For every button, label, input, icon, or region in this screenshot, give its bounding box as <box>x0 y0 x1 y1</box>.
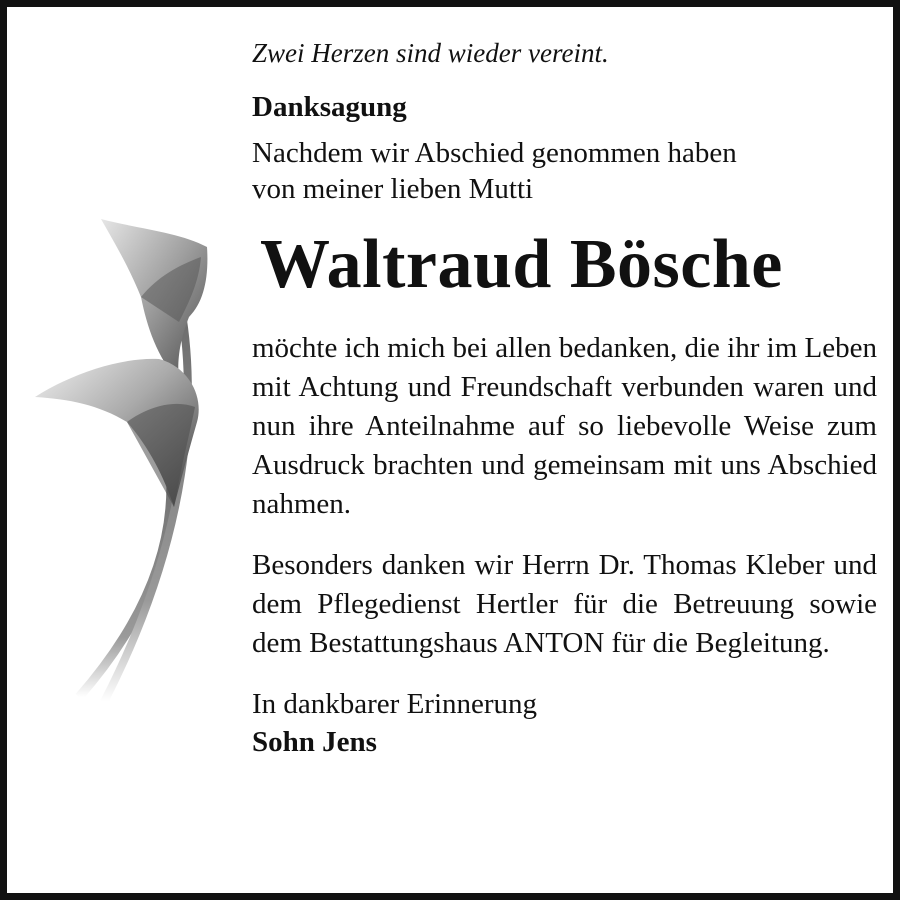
calla-lily-icon <box>29 207 219 707</box>
intro-line-2: von meiner lieben Mutti <box>252 173 534 205</box>
deceased-name: Waltraud Bösche <box>260 226 783 303</box>
intro-line-1: Nachdem wir Abschied genommen haben <box>252 137 737 169</box>
signature: Sohn Jens <box>252 726 377 758</box>
notice-text <box>252 35 877 761</box>
motto: Zwei Herzen sind wieder vereint. <box>252 38 609 68</box>
closing-line: In dankbarer Erinnerung <box>252 688 538 720</box>
intro-text <box>252 135 877 207</box>
special-thanks-paragraph: Besonders danken wir Herrn Dr. Thomas Kleber und dem Pflegedienst Hertler für die Betreuung sowie dem Bestattungshaus ANTON für die Begleitung. <box>252 549 877 659</box>
thanks-paragraph: möchte ich mich bei allen bedanken, die ihr im Leben mit Achtung und Freundschaft verbunden waren und nun ihre Anteilnahme auf so liebevolle Weise zum Ausdruck brachten und gemeinsam mit uns Abschied nahmen. <box>252 332 877 520</box>
notice-heading: Danksagung <box>252 91 407 123</box>
